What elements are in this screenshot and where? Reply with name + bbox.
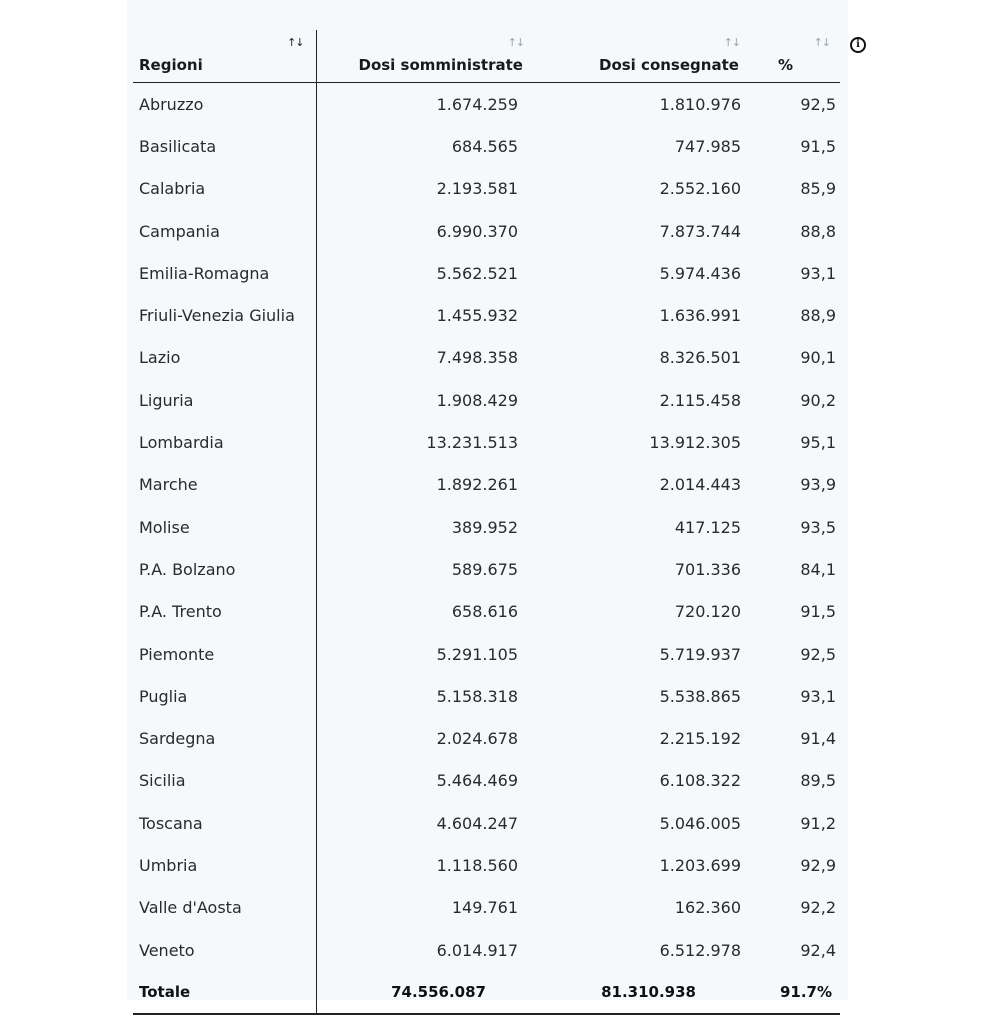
table-row bbox=[133, 294, 840, 336]
cell-administered: 1.118.560 bbox=[436, 855, 518, 875]
cell-percent: 90,1 bbox=[800, 348, 836, 368]
cell-administered: 4.604.247 bbox=[436, 813, 518, 833]
cell-percent: 89,5 bbox=[800, 771, 836, 791]
cell-administered: 5.562.521 bbox=[436, 263, 518, 283]
table-row bbox=[133, 125, 840, 167]
column-header-regioni[interactable] bbox=[133, 30, 316, 83]
cell-administered: 684.565 bbox=[451, 136, 518, 156]
cell-percent: 91,5 bbox=[800, 602, 836, 622]
cell-percent: 92,5 bbox=[800, 644, 836, 664]
cell-delivered: 701.336 bbox=[674, 559, 741, 579]
cell-administered: 1.892.261 bbox=[436, 475, 518, 495]
cell-administered: 7.498.358 bbox=[436, 348, 518, 368]
cell-administered: 149.761 bbox=[451, 898, 518, 918]
cell-administered: 5.291.105 bbox=[436, 644, 518, 664]
vaccine-doses-table bbox=[133, 30, 840, 1015]
column-header-label: Regioni bbox=[139, 56, 203, 74]
cell-delivered: 747.985 bbox=[674, 136, 741, 156]
cell-region: Emilia-Romagna bbox=[133, 252, 316, 294]
cell-percent: 92,9 bbox=[800, 855, 836, 875]
cell-percent: 93,1 bbox=[800, 263, 836, 283]
cell-region: Lombardia bbox=[133, 421, 316, 463]
column-header-label: Dosi consegnate bbox=[599, 56, 739, 74]
cell-administered: 13.231.513 bbox=[426, 433, 518, 453]
cell-administered: 1.908.429 bbox=[436, 390, 518, 410]
cell-delivered: 1.636.991 bbox=[659, 306, 741, 326]
cell-administered: 2.024.678 bbox=[436, 729, 518, 749]
cell-percent: 91,4 bbox=[800, 729, 836, 749]
column-header-dosi-somministrate[interactable] bbox=[316, 30, 558, 83]
table-row bbox=[133, 633, 840, 675]
cell-delivered: 2.115.458 bbox=[659, 390, 741, 410]
cell-region: Liguria bbox=[133, 379, 316, 421]
column-header-percent[interactable] bbox=[768, 30, 840, 83]
cell-region: Toscana bbox=[133, 802, 316, 844]
cell-delivered: 2.014.443 bbox=[659, 475, 741, 495]
table-row bbox=[133, 506, 840, 548]
cell-region: Basilicata bbox=[133, 125, 316, 167]
total-percent: 91.7% bbox=[768, 971, 840, 1014]
info-icon[interactable] bbox=[850, 37, 866, 53]
table-row bbox=[133, 760, 840, 802]
cell-region: Veneto bbox=[133, 929, 316, 971]
table-row bbox=[133, 717, 840, 759]
table-row bbox=[133, 379, 840, 421]
cell-region: Puglia bbox=[133, 675, 316, 717]
cell-delivered: 8.326.501 bbox=[659, 348, 741, 368]
column-header-label: Dosi somministrate bbox=[358, 56, 523, 74]
cell-administered: 658.616 bbox=[451, 602, 518, 622]
cell-region: P.A. Bolzano bbox=[133, 548, 316, 590]
cell-administered: 6.014.917 bbox=[436, 940, 518, 960]
cell-percent: 92,2 bbox=[800, 898, 836, 918]
table-row bbox=[133, 929, 840, 971]
table-row bbox=[133, 210, 840, 252]
cell-percent: 88,9 bbox=[800, 306, 836, 326]
cell-delivered: 5.974.436 bbox=[659, 263, 741, 283]
table-row bbox=[133, 337, 840, 379]
cell-percent: 85,9 bbox=[800, 179, 836, 199]
cell-delivered: 6.512.978 bbox=[659, 940, 741, 960]
cell-region: Sardegna bbox=[133, 717, 316, 759]
table-row bbox=[133, 591, 840, 633]
cell-delivered: 417.125 bbox=[674, 517, 741, 537]
cell-region: Campania bbox=[133, 210, 316, 252]
table-row bbox=[133, 844, 840, 886]
cell-region: P.A. Trento bbox=[133, 591, 316, 633]
cell-administered: 389.952 bbox=[451, 517, 518, 537]
cell-administered: 589.675 bbox=[451, 559, 518, 579]
table-row bbox=[133, 421, 840, 463]
cell-region: Abruzzo bbox=[133, 83, 316, 126]
cell-administered: 5.158.318 bbox=[436, 686, 518, 706]
total-administered: 74.556.087 bbox=[316, 971, 558, 1014]
sort-arrows-icon[interactable]: ↑↓ bbox=[813, 36, 830, 49]
cell-administered: 2.193.581 bbox=[436, 179, 518, 199]
cell-delivered: 162.360 bbox=[674, 898, 741, 918]
cell-percent: 88,8 bbox=[800, 221, 836, 241]
cell-administered: 1.455.932 bbox=[436, 306, 518, 326]
cell-delivered: 5.719.937 bbox=[659, 644, 741, 664]
cell-delivered: 2.215.192 bbox=[659, 729, 741, 749]
cell-percent: 93,9 bbox=[800, 475, 836, 495]
table-row bbox=[133, 887, 840, 929]
cell-delivered: 720.120 bbox=[674, 602, 741, 622]
cell-delivered: 5.538.865 bbox=[659, 686, 741, 706]
cell-region: Calabria bbox=[133, 168, 316, 210]
cell-region: Umbria bbox=[133, 844, 316, 886]
cell-delivered: 6.108.322 bbox=[659, 771, 741, 791]
table-total-row bbox=[133, 971, 840, 1014]
cell-percent: 91,5 bbox=[800, 136, 836, 156]
info-icon-glyph: i bbox=[856, 39, 860, 50]
cell-region: Valle d'Aosta bbox=[133, 887, 316, 929]
cell-percent: 93,5 bbox=[800, 517, 836, 537]
cell-region: Molise bbox=[133, 506, 316, 548]
total-label: Totale bbox=[133, 971, 316, 1014]
cell-delivered: 1.810.976 bbox=[659, 94, 741, 114]
cell-delivered: 13.912.305 bbox=[649, 433, 741, 453]
sort-arrows-icon[interactable]: ↑↓ bbox=[507, 36, 524, 49]
cell-administered: 6.990.370 bbox=[436, 221, 518, 241]
table-row bbox=[133, 252, 840, 294]
cell-administered: 5.464.469 bbox=[436, 771, 518, 791]
table-header-row bbox=[133, 30, 840, 83]
cell-percent: 95,1 bbox=[800, 433, 836, 453]
cell-percent: 90,2 bbox=[800, 390, 836, 410]
total-delivered: 81.310.938 bbox=[558, 971, 768, 1014]
cell-delivered: 2.552.160 bbox=[659, 179, 741, 199]
cell-region: Lazio bbox=[133, 337, 316, 379]
cell-percent: 92,5 bbox=[800, 94, 836, 114]
table-row bbox=[133, 548, 840, 590]
cell-percent: 91,2 bbox=[800, 813, 836, 833]
table-row bbox=[133, 675, 840, 717]
cell-delivered: 5.046.005 bbox=[659, 813, 741, 833]
cell-region: Sicilia bbox=[133, 760, 316, 802]
cell-percent: 84,1 bbox=[800, 559, 836, 579]
column-header-dosi-consegnate[interactable] bbox=[558, 30, 768, 83]
cell-region: Marche bbox=[133, 464, 316, 506]
sort-arrows-icon[interactable]: ↑↓ bbox=[723, 36, 740, 49]
cell-delivered: 1.203.699 bbox=[659, 855, 741, 875]
cell-percent: 92,4 bbox=[800, 940, 836, 960]
cell-percent: 93,1 bbox=[800, 686, 836, 706]
table-row bbox=[133, 464, 840, 506]
sort-arrows-icon[interactable]: ↑↓ bbox=[287, 36, 304, 49]
cell-administered: 1.674.259 bbox=[436, 94, 518, 114]
cell-region: Friuli-Venezia Giulia bbox=[133, 294, 316, 336]
table-row bbox=[133, 83, 840, 126]
table-row bbox=[133, 802, 840, 844]
table-body bbox=[133, 83, 840, 972]
cell-delivered: 7.873.744 bbox=[659, 221, 741, 241]
cell-region: Piemonte bbox=[133, 633, 316, 675]
column-header-label: % bbox=[778, 56, 794, 74]
table-row bbox=[133, 168, 840, 210]
